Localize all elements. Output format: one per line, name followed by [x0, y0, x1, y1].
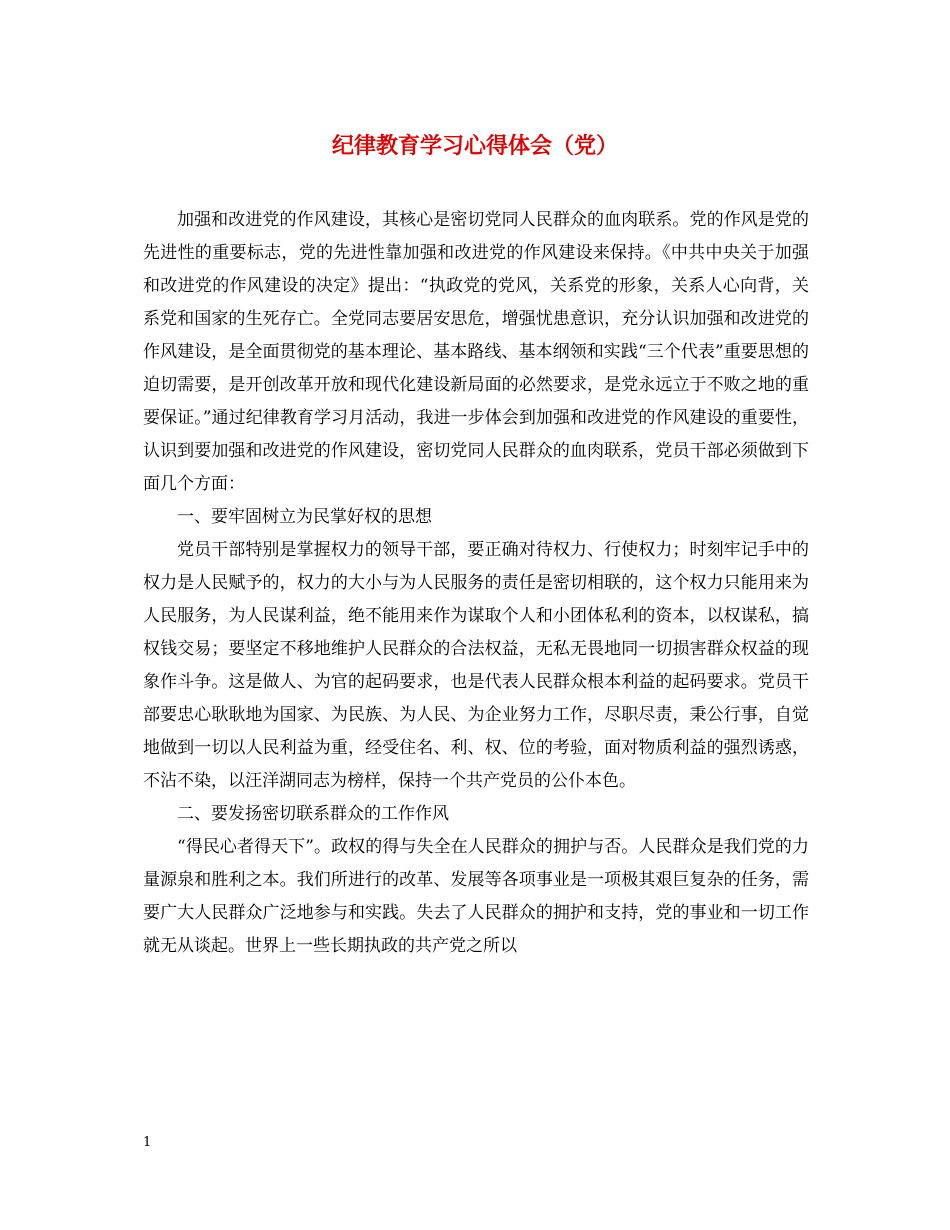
section-heading-1: 一、要牢固树立为民掌好权的思想: [177, 507, 432, 527]
paragraph-intro: 加强和改进党的作风建设，其核心是密切党同人民群众的血肉联系。党的作风是党的先进性的重要标志，党的先进性靠加强和改进党的作风建设来保持。《中共中央关于加强和改进党的作风建设的决定》提出：“执政党的党风，关系党的形象，关系人心向背，关系党和国家的生死存亡。全党同志要居安思危，增强忧患意识，充分认识加强和改进党的作风建设，是全面贯彻党的基本理论、基本路线、基本纲领和实践“三个代表”重要思想的迫切需要，是开创改革开放和现代化建设新局面的必然要求，是党永远立于不败之地的重要保证。”通过纪律教育学习月活动，我进一步体会到加强和改进党的作风建设的重要性，认识到要加强和改进党的作风建设，密切党同人民群众的血肉联系，党员干部必须做到下面几个方面：: [143, 210, 809, 494]
section-heading-2: 二、要发扬密切联系群众的工作作风: [177, 804, 449, 824]
paragraph-section-2: “得民心者得天下”。政权的得与失全在人民群众的拥护与否。人民群众是我们党的力量源泉和胜利之本。我们所进行的改革、发展等各项事业是一项极其艰巨复杂的任务，需要广大人民群众广泛地参与和实践。失去了人民群众的拥护和支持，党的事业和一切工作就无从谈起。世界上一些长期执政的共产党之所以: [143, 837, 809, 956]
document-title: 纪律教育学习心得体会（党）: [331, 133, 618, 159]
document-body: [143, 204, 809, 963]
page-number: 1: [143, 1135, 152, 1150]
paragraph-section-1: 党员干部特别是掌握权力的领导干部，要正确对待权力、行使权力；时刻牢记手中的权力是人民赋予的，权力的大小与为人民服务的责任是密切相联的，这个权力只能用来为人民服务，为人民谋利益，绝不能用来作为谋取个人和小团体私利的资本，以权谋私，搞权钱交易；要坚定不移地维护人民群众的合法权益，无私无畏地同一切损害群众权益的现象作斗争。这是做人、为官的起码要求，也是代表人民群众根本利益的起码要求。党员干部要忠心耿耿地为国家、为民族、为人民、为企业努力工作，尽职尽责，秉公行事，自觉地做到一切以人民利益为重，经受住名、利、权、位的考验，面对物质利益的强烈诱惑，不沾不染，以汪洋湖同志为榜样，保持一个共产党员的公仆本色。: [143, 540, 809, 791]
